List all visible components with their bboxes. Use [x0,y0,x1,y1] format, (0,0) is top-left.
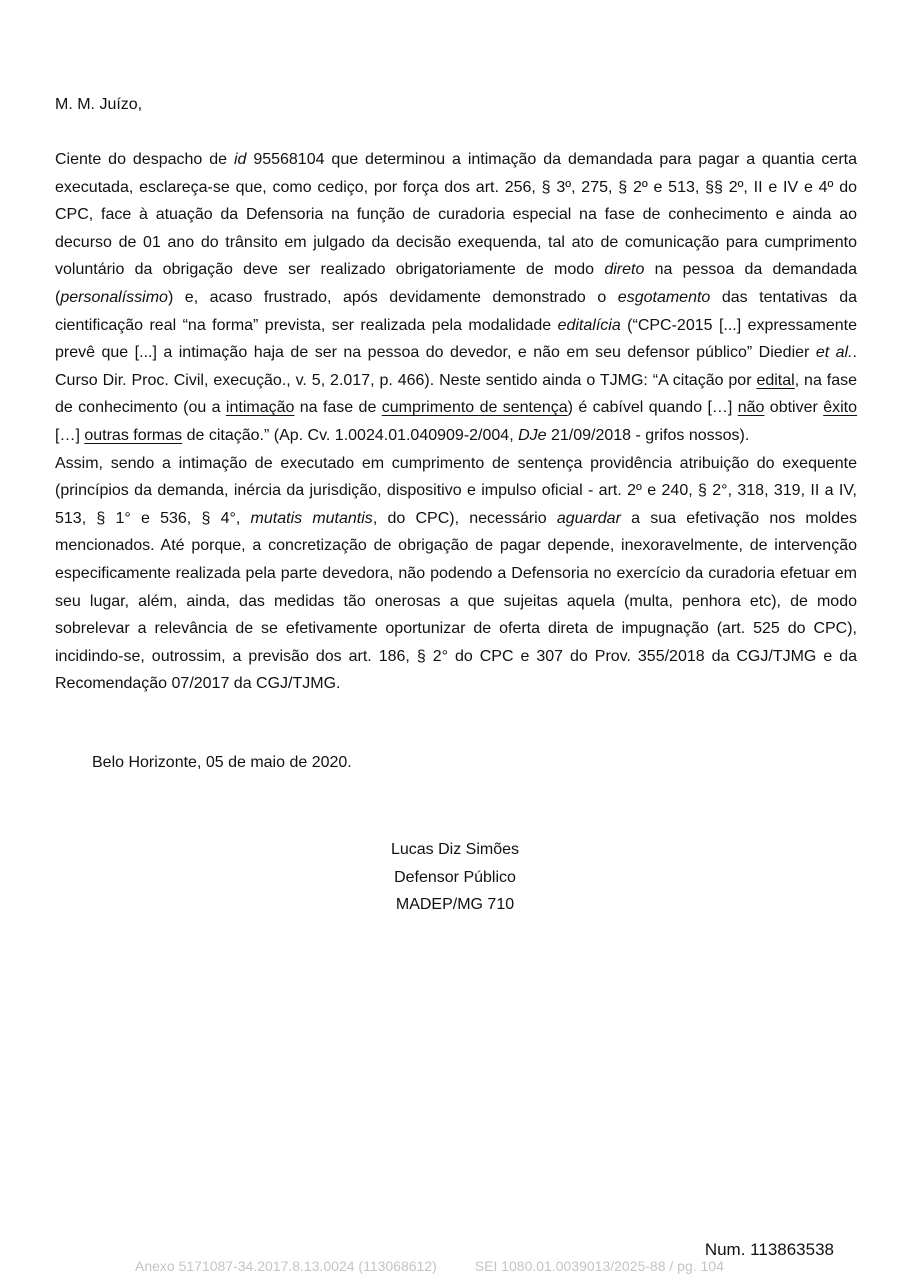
text-segment: das tentativas da cientificação real “na forma” prevista, ser realizada pela modalidade [55,288,857,334]
underlined-text: edital [756,371,795,389]
underlined-text: êxito [823,399,857,417]
italic-text: direto [604,261,645,279]
italic-text: aguardar [556,509,621,527]
place-and-date: Belo Horizonte, 05 de maio de 2020. [92,754,352,771]
italic-text: editalícia [557,316,621,334]
italic-text: DJe [518,426,547,444]
paragraph-2 [55,450,857,698]
text-segment: , na fase de conhecimento (ou a [55,371,858,417]
text-segment: ) e, acaso frustrado, após devidamente demonstrado o [167,288,618,306]
italic-text: id [233,151,247,168]
text-segment: na fase de [294,399,382,417]
text-segment: de citação.” (Ap. Cv. 1.0024.01.040909-2/004, [182,426,519,444]
text-segment: Ciente do despacho de [55,151,234,168]
text-segment: na pessoa da demandada ( [55,261,858,306]
signer-name: Lucas Diz Simões [390,841,520,858]
italic-text: esgotamento [617,288,711,306]
underlined-text: outras formas [84,426,183,444]
text-segment: ) é cabível quando […] [567,399,738,417]
signer-registration: MADEP/MG 710 [395,896,515,913]
text-segment: (“CPC-2015 [...] expressamente prevê que [...] a intimação haja de ser na pessoa do devedor, e não em seu defensor público” Diedier [55,316,858,362]
document-number: Num. 113863538 [704,1240,834,1259]
italic-text: mutatis mutantis [250,509,373,527]
text-segment: , do CPC), necessário [372,509,557,527]
text-segment: a sua efetivação nos moldes mencionados. Até porque, a concretização de obrigação de pagar depende, inexoravelmente, de intervenção especificamente realizada pela parte devedora, não podendo a Defensoria no exercício da curadoria efetuar em seu lugar, além, ainda, das medidas tão onerosas a que sujeitas aquela (multa, penhora etc), de modo sobrelevar a relevância de se efetivamente oportunizar de oferta direta de impugnação (art. 525 do CPC), incidindo-se, outrossim, a previsão dos art. 186, § 2° do CPC e 307 do Prov. 355/2018 da CGJ/TJMG e da Recomendação 07/2017 da CGJ/TJMG. [55,509,858,693]
signature-block [305,836,605,919]
text-segment: 95568104 que determinou a intimação da demandada para pagar a quantia certa executada, esclareça-se que, como cediço, por força dos art. 256, § 3º, 275, § 2º e 513, §§ 2º, II e IV e 4º do CPC, face à atuação da Defensoria na função de curadoria especial na fase de conhecimento e ainda ao decurso de 01 ano do trânsito em julgado da decisão exequenda, tal ato de comunicação para cumprimento voluntário da obrigação deve ser realizado obrigatoriamente de modo [55,151,857,279]
footer-stamp [135,1256,724,1276]
annex-reference: Anexo 5171087-34.2017.8.13.0024 (113068612) [135,1258,437,1274]
italic-text: personalíssimo [60,288,168,306]
text-segment: Assim, sendo a intimação de executado em cumprimento de sentença providência atribuição do exequente (princípios da demanda, inércia da jurisdição, dispositivo e impulso oficial - art. 2º e 240, § 2°, 318, 319, II a IV, 513, § 1° e 536, § 4°, [55,454,857,527]
underlined-text: não [737,399,765,417]
signer-role: Defensor Público [394,868,516,886]
sei-reference: SEI 1080.01.0039013/2025-88 / pg. 104 [474,1258,724,1274]
underlined-text: cumprimento de sentença [381,399,568,417]
text-segment: obtiver [764,399,824,417]
text-segment: . Curso Dir. Proc. Civil, execução., v. 5, 2.017, p. 466). Neste sentido ainda o TJMG: “A citação por [55,344,857,389]
document-body [55,146,857,698]
italic-text: et al. [815,344,853,362]
text-segment: 21/09/2018 - grifos nossos). [546,426,750,444]
underlined-text: intimação [225,399,295,417]
text-segment: […] [55,426,85,444]
paragraph-1 [55,146,857,450]
salutation: M. M. Juízo, [55,96,143,113]
